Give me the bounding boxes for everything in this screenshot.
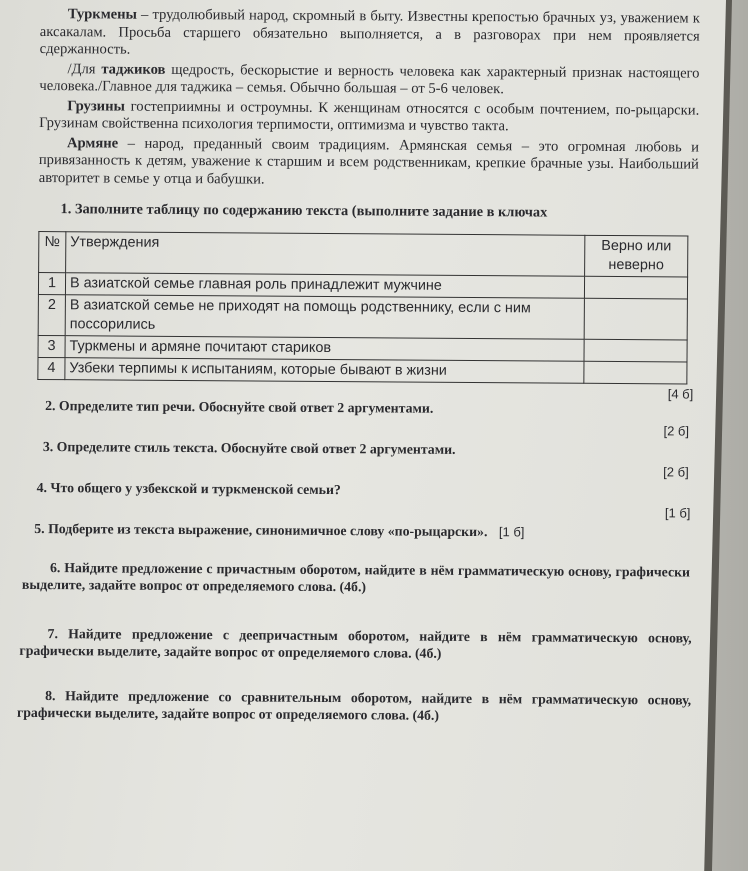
task-4-points: [1 б] [664,504,691,521]
header-statements: Утверждения [66,231,585,276]
row-answer-cell[interactable] [584,361,687,384]
paragraph-tajik-text: щедрость, бескорыстие и верность человека как характерный признак настоящего человека./Главное для таджика – семья. Обычно большая – от 5-6 человек. [39,61,700,98]
paragraph-turkmen [40,6,700,63]
task-7 [19,624,691,663]
paragraph-armenian [39,134,699,191]
paragraph-georgian [39,97,699,137]
row-answer-cell[interactable] [584,276,687,299]
task-2-points: [2 б] [663,422,690,439]
task-6-text: 6. Найдите предложение с причастным оборотом, найдите в нём грамматическую основу, графически выделите, задайте вопрос от определяемого слова. (4б.) [21,559,691,594]
table-row [38,294,687,340]
paragraph-tajik [39,60,699,100]
header-number: № [39,231,66,272]
row-answer-cell[interactable] [584,298,687,340]
term-turkmen: Туркмены [67,6,138,23]
paragraph-georgian-text: гостеприимны и остроумны. К женщинам относятся с особым почтением, по-рыцарски. Грузинам свойственна психология терпимости, оптимизма и чувство такта. [39,98,700,135]
task-5-text: 5. Подберите из текста выражение, синонимичное слову «по-рыцарски». [34,520,488,539]
task-4-text: 4. Что общего у узбекской и туркменской семьи? [36,479,341,497]
header-true-false: Верно или неверно [585,235,688,277]
task-2-text: 2. Определите тип речи. Обоснуйте свой ответ 2 аргументами. [45,397,434,416]
worksheet [16,0,700,725]
task-5 [34,519,696,541]
task-3 [43,438,697,460]
row-number: 2 [38,294,65,335]
row-statement: Узбеки терпимы к испытаниям, которые бывают в жизни [65,357,584,383]
row-statement: В азиатской семье не приходят на помощь родственнику, если с ним поссорились [65,294,584,339]
task-1-points: [4 б] [667,385,694,402]
paragraph-tajik-pre: /Для [67,60,102,77]
task-1-title: 1. Заполните таблицу по содержанию текста (выполните задание в ключах [60,201,548,221]
task-8-text: 8. Найдите предложение со сравнительным оборотом, найдите в нём грамматическую основу, графически выделите, задайте вопрос от определяемого слова. (4б.) [16,687,692,723]
table-row [38,357,687,384]
paragraph-armenian-text: – народ, преданный своим традициям. Армянская семья – это огромная любовь и привязанность к детям, уважение к старшим и всем родственникам, крепкие брачные узы. Наибольший авторитет в семье у отца и бабушки. [38,135,700,188]
task-8 [17,686,691,725]
task-6 [22,558,690,597]
task-5-points: [1 б] [498,523,525,539]
row-number: 4 [38,357,65,379]
task-3-text: 3. Определите стиль текста. Обоснуйте свой ответ 2 аргументами. [42,438,456,457]
row-statement: В азиатской семье главная роль принадлежит мужчине [65,272,584,298]
task-4 [37,478,697,500]
statements-table [37,230,688,384]
paragraph-turkmen-text: – трудолюбивый народ, скромный в быту. Известны крепостью брачных уз, уважением к аксакалам. Просьба старшего обязательно выполняется, а в разговорах при нем проявляется сдержанность. [39,6,700,58]
task-7-text: 7. Найдите предложение с деепричастным оборотом, найдите в нём грамматическую основу, графически выделите, задайте вопрос от определяемого слова. (4б.) [19,625,692,661]
term-georgian: Грузины [67,97,125,115]
row-statement: Туркмены и армяне почитают стариков [65,335,584,361]
term-armenian: Армяне [66,134,119,152]
table-header-row [39,231,688,277]
row-number: 3 [38,335,65,357]
term-tajik: таджиков [101,60,166,78]
row-number: 1 [38,272,65,294]
task-2 [45,397,693,419]
task-3-points: [2 б] [663,463,689,480]
row-answer-cell[interactable] [584,339,687,362]
